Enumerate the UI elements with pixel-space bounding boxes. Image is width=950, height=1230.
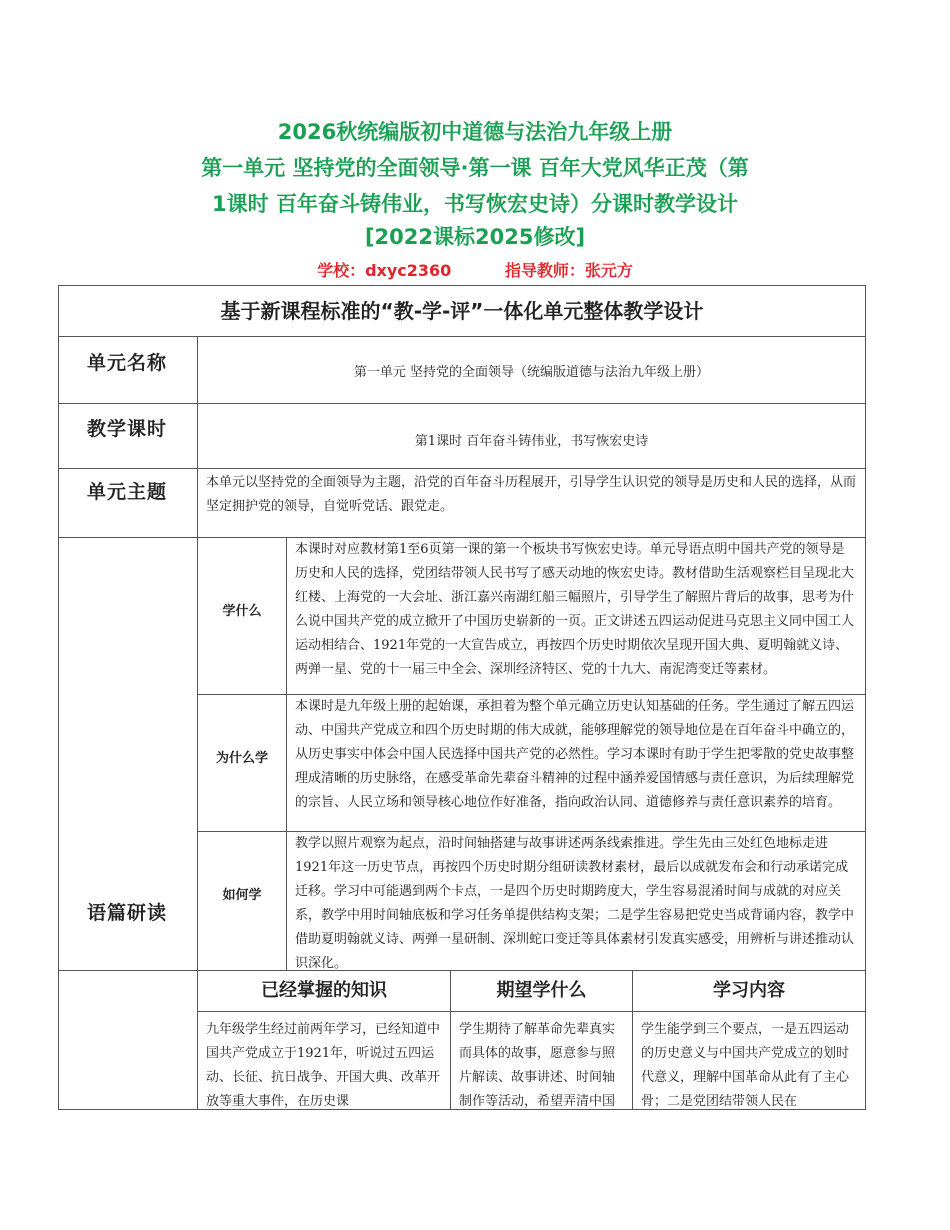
analysis-text-known: 九年级学生经过前两年学习，已经知道中国共产党成立于1921年，听说过五四运动、长征、抗日战争、开国大典、改革开放等重大事件，在历史课 [197, 1011, 451, 1110]
table-header: 基于新课程标准的“教-学-评”一体化单元整体教学设计 [58, 285, 866, 337]
analysis-text-expect: 学生期待了解革命先辈真实而具体的故事，愿意参与照片解读、故事讲述、时间轴制作等活动，希望弄清中国 [450, 1011, 633, 1110]
analysis-label-cell [58, 970, 198, 1110]
doc-title-line-3: 1课时 百年奋斗铸伟业，书写恢宏史诗）分课时教学设计 [212, 192, 738, 216]
lesson-value: 第1课时 百年奋斗铸伟业，书写恢宏史诗 [197, 403, 866, 469]
study-row-label-how: 如何学 [197, 831, 287, 971]
unit-name-value: 第一单元 坚持党的全面领导（统编版道德与法治九年级上册） [197, 336, 866, 404]
school-label: 学校：dxyc2360 [317, 261, 452, 280]
study-label-text: 语篇研读 [87, 902, 168, 924]
doc-title-line-4: [2022课标2025修改] [364, 225, 586, 249]
doc-meta [0, 258, 950, 281]
study-row-label-why: 为什么学 [197, 694, 287, 832]
analysis-header-known: 已经掌握的知识 [197, 970, 451, 1012]
lesson-label: 教学课时 [58, 403, 198, 469]
doc-title-line-1: 2026秋统编版初中道德与法治九年级上册 [277, 120, 673, 144]
unit-name-label: 单元名称 [58, 336, 198, 404]
teacher-label: 指导教师：张元方 [504, 261, 633, 280]
theme-label: 单元主题 [58, 468, 198, 538]
analysis-text-content: 学生能学到三个要点，一是五四运动的历史意义与中国共产党成立的划时代意义，理解中国革命从此有了主心骨；二是党团结带领人民在 [632, 1011, 866, 1110]
doc-title-line-2: 第一单元 坚持党的全面领导·第一课 百年大党风华正茂（第 [201, 156, 749, 180]
theme-value: 本单元以坚持党的全面领导为主题，沿党的百年奋斗历程展开，引导学生认识党的领导是历史和人民的选择，从而坚定拥护党的领导，自觉听党话、跟党走。 [197, 468, 866, 538]
study-row-label-what: 学什么 [197, 537, 287, 695]
study-row-text-how: 教学以照片观察为起点，沿时间轴搭建与故事讲述两条线索推进。学生先由三处红色地标走进1921年这一历史节点，再按四个历史时期分组研读教材素材，最后以成就发布会和行动承诺完成迁移。学习中可能遇到两个卡点，一是四个历史时期跨度大，学生容易混淆时间与成就的对应关系，教学中用时间轴底板和学习任务单提供结构支架；二是学生容易把党史当成背诵内容，教学中借助夏明翰就义诗、两弹一星研制、深圳蛇口变迁等具体素材引发真实感受，用辨析与讲述推动认识深化。 [286, 831, 866, 971]
analysis-header-expect: 期望学什么 [450, 970, 633, 1012]
study-row-text-what: 本课时对应教材第1至6页第一课的第一个板块书写恢宏史诗。单元导语点明中国共产党的领导是历史和人民的选择，党团结带领人民书写了感天动地的恢宏史诗。教材借助生活观察栏目呈现北大红楼、上海党的一大会址、浙江嘉兴南湖红船三幅照片，引导学生了解照片背后的故事，思考为什么说中国共产党的成立掀开了中国历史崭新的一页。正文讲述五四运动促进马克思主义同中国工人运动相结合、1921年党的一大宣告成立，再按四个历史时期依次呈现开国大典、夏明翰就义诗、两弹一星、党的十一届三中全会、深圳经济特区、党的十九大、南泥湾变迁等素材。 [286, 537, 866, 695]
study-row-text-why: 本课时是九年级上册的起始课，承担着为整个单元确立历史认知基础的任务。学生通过了解五四运动、中国共产党成立和四个历史时期的伟大成就，能够理解党的领导地位是在百年奋斗中确立的，从历史事实中体会中国人民选择中国共产党的必然性。学习本课时有助于学生把零散的党史故事整理成清晰的历史脉络，在感受革命先辈奋斗精神的过程中涵养爱国情感与责任意识，为后续理解党的宗旨、人民立场和领导核心地位作好准备，指向政治认同、道德修养与责任意识素养的培育。 [286, 694, 866, 832]
analysis-header-content: 学习内容 [632, 970, 866, 1012]
study-label [58, 537, 198, 971]
